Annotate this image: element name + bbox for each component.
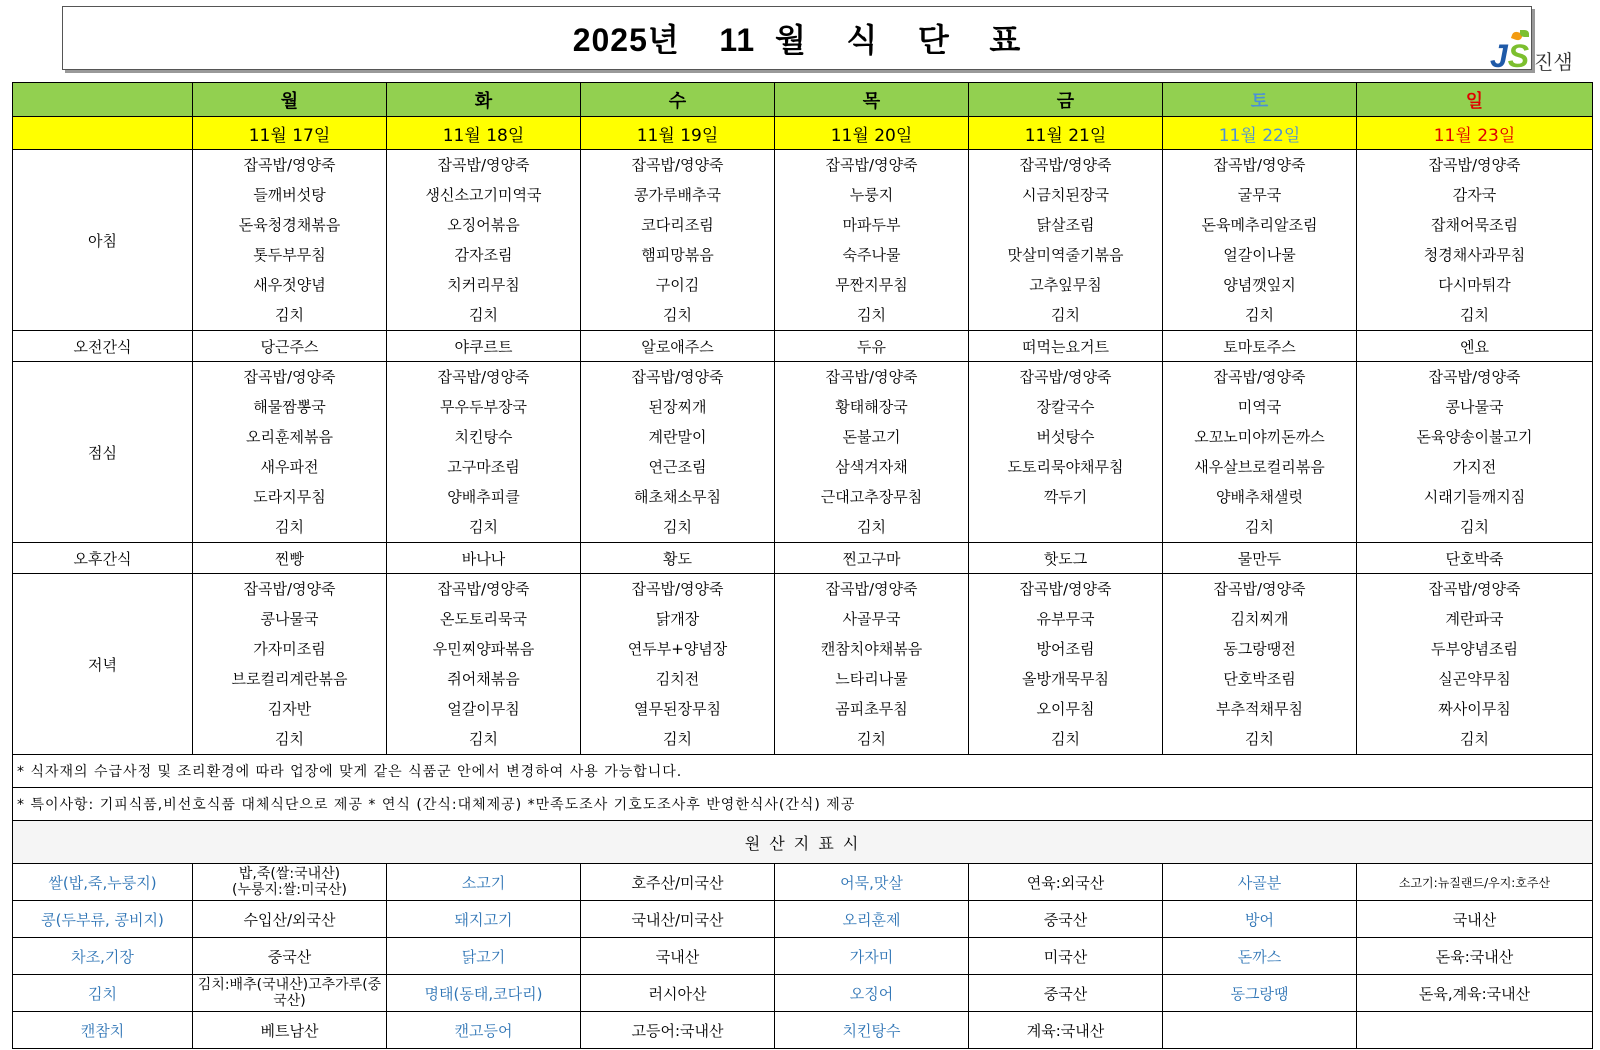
meal-label: 점심 [13, 362, 193, 543]
menu-item: 근대고추장무침 [820, 488, 923, 506]
menu-item: 동그랑땡전 [1223, 640, 1296, 658]
menu-item: 곰피초무침 [835, 700, 908, 718]
origin-value: 호주산/미국산 [581, 864, 775, 901]
menu-item: 김치 [1051, 730, 1080, 748]
day-sat: 토 [1163, 83, 1357, 117]
menu-item: 된장찌개 [648, 398, 707, 416]
menu-item: 새우살브로컬리볶음 [1194, 458, 1325, 476]
origin-item [1163, 1012, 1357, 1049]
menu-item: 돈육양송이불고기 [1416, 428, 1533, 446]
menu-cell [1357, 362, 1593, 543]
menu-item: 부추적채무침 [1216, 700, 1303, 718]
menu-item: 돈불고기 [842, 428, 901, 446]
menu-item: 삼색겨자채 [835, 458, 908, 476]
origin-item: 소고기 [387, 864, 581, 901]
origin-item: 어묵,맛살 [775, 864, 969, 901]
menu-item: 양배추피클 [447, 488, 520, 506]
origin-item: 치킨탕수 [775, 1012, 969, 1049]
origin-value: 돈육:국내산 [1357, 938, 1593, 975]
origin-item: 캔참치 [13, 1012, 193, 1049]
menu-item: 잡곡밥/영양죽 [1213, 156, 1306, 174]
day-thu: 목 [775, 83, 969, 117]
menu-item: 숙주나물 [842, 246, 901, 264]
menu-item: 닭살조림 [1036, 216, 1095, 234]
snack-item: 찐고구마 [775, 543, 969, 574]
origin-item: 동그랑땡 [1163, 975, 1357, 1012]
origin-value: 중국산 [193, 938, 387, 975]
menu-item: 콩가루배추국 [634, 186, 721, 204]
menu-item: 시래기들깨지짐 [1423, 488, 1526, 506]
logo-mark: JS [1490, 38, 1530, 74]
menu-item: 잡곡밥/영양죽 [825, 580, 918, 598]
menu-item: 김치 [469, 306, 498, 324]
menu-item: 닭개장 [655, 610, 700, 628]
menu-item: 브로컬리계란볶음 [231, 670, 348, 688]
origin-item: 닭고기 [387, 938, 581, 975]
menu-cell [1357, 574, 1593, 755]
menu-item: 코다리조림 [641, 216, 714, 234]
menu-cell [969, 362, 1163, 543]
menu-cell [387, 150, 581, 331]
menu-cell [387, 574, 581, 755]
menu-item: 쥐어채볶음 [447, 670, 520, 688]
menu-item: 깍두기 [1043, 488, 1088, 506]
menu-item: 유부무국 [1036, 610, 1095, 628]
origin-value: 수입산/외국산 [193, 901, 387, 938]
origin-item: 오리훈제 [775, 901, 969, 938]
date-wed: 11월 19일 [581, 117, 775, 150]
menu-item: 잡곡밥/영양죽 [631, 368, 724, 386]
day-sun: 일 [1357, 83, 1593, 117]
menu-item: 캔참치야채볶음 [820, 640, 923, 658]
origin-item: 가자미 [775, 938, 969, 975]
origin-value: 연육:외국산 [969, 864, 1163, 901]
menu-item: 굴무국 [1237, 186, 1282, 204]
origin-value: 소고기:뉴질랜드/우지:호주산 [1357, 864, 1593, 901]
menu-cell [969, 150, 1163, 331]
menu-item: 김치 [469, 730, 498, 748]
menu-item: 우민찌양파볶음 [432, 640, 535, 658]
menu-item: 김치 [1460, 306, 1489, 324]
origin-row [13, 901, 1593, 938]
origin-item: 캔고등어 [387, 1012, 581, 1049]
menu-item: 양배추채샐럿 [1216, 488, 1303, 506]
menu-item: 얼갈이나물 [1223, 246, 1296, 264]
origin-item: 명태(동태,코다리) [387, 975, 581, 1012]
menu-item: 시금치된장국 [1022, 186, 1109, 204]
menu-cell [1163, 574, 1357, 755]
menu-item: 잡곡밥/영양죽 [1213, 368, 1306, 386]
corner-cell [13, 117, 193, 150]
menu-item: 양념깻잎지 [1223, 276, 1296, 294]
snack-item: 두유 [775, 331, 969, 362]
menu-cell [387, 362, 581, 543]
menu-item: 황태해장국 [835, 398, 908, 416]
origin-item: 돼지고기 [387, 901, 581, 938]
menu-cell [775, 150, 969, 331]
origin-value: 고등어:국내산 [581, 1012, 775, 1049]
snack-item: 엔요 [1357, 331, 1593, 362]
menu-item: 김치 [469, 518, 498, 536]
meal-label: 아침 [13, 150, 193, 331]
origin-title: 원 산 지 표 시 [13, 821, 1593, 864]
menu-item: 잡곡밥/영양죽 [1428, 580, 1521, 598]
menu-item: 미역국 [1237, 398, 1282, 416]
menu-item: 톳두부무침 [253, 246, 326, 264]
day-header-row [13, 83, 1593, 117]
menu-cell [193, 362, 387, 543]
menu-item: 두부양념조림 [1431, 640, 1518, 658]
menu-table [12, 82, 1593, 1049]
menu-item: 김치 [1460, 730, 1489, 748]
menu-item: 돈육메추리알조림 [1201, 216, 1318, 234]
page-title: 2025년 11 월 식 단 표 [62, 6, 1532, 70]
origin-value: 국내산 [1357, 901, 1593, 938]
note-row [13, 755, 1593, 788]
menu-item: 치킨탕수 [454, 428, 513, 446]
brand-logo [1490, 36, 1600, 76]
snack-item: 황도 [581, 543, 775, 574]
menu-item: 잡곡밥/영양죽 [631, 580, 724, 598]
menu-item: 들깨버섯탕 [253, 186, 326, 204]
menu-item: 김치 [275, 730, 304, 748]
menu-item: 가지전 [1452, 458, 1497, 476]
menu-item: 고구마조림 [447, 458, 520, 476]
origin-item: 쌀(밥,죽,누룽지) [13, 864, 193, 901]
menu-item: 사골무국 [842, 610, 901, 628]
snack-item: 떠먹는요거트 [969, 331, 1163, 362]
menu-item: 방어조림 [1036, 640, 1095, 658]
menu-item: 연두부+양념장 [627, 640, 728, 658]
origin-value: 김치:배추(국내산)고추가루(중국산) [193, 975, 387, 1012]
origin-item: 오징어 [775, 975, 969, 1012]
menu-item: 김치전 [655, 670, 700, 688]
menu-item: 김치 [857, 518, 886, 536]
snack-item: 찐빵 [193, 543, 387, 574]
menu-item: 해물짬뽕국 [253, 398, 326, 416]
origin-value: 중국산 [969, 975, 1163, 1012]
snack-item: 야쿠르트 [387, 331, 581, 362]
day-fri: 금 [969, 83, 1163, 117]
origin-value: 국내산/미국산 [581, 901, 775, 938]
date-sun: 11월 23일 [1357, 117, 1593, 150]
origin-item: 방어 [1163, 901, 1357, 938]
meal-row-dinner [13, 574, 1593, 755]
menu-item: 잡곡밥/영양죽 [1019, 368, 1112, 386]
menu-item: 맛살미역줄기볶음 [1007, 246, 1124, 264]
logo-leaf-icon [1520, 30, 1529, 37]
origin-item: 김치 [13, 975, 193, 1012]
snack-item: 알로애주스 [581, 331, 775, 362]
snack-item: 토마토주스 [1163, 331, 1357, 362]
origin-row [13, 864, 1593, 901]
menu-cell [193, 150, 387, 331]
menu-item: 새우젓양념 [253, 276, 326, 294]
menu-item: 버섯탕수 [1036, 428, 1095, 446]
menu-item: 콩나물국 [1445, 398, 1504, 416]
menu-item: 오꼬노미야끼돈까스 [1194, 428, 1325, 446]
menu-item: 김치 [663, 518, 692, 536]
origin-value: 밥,죽(쌀:국내산) (누룽지:쌀:미국산) [193, 864, 387, 901]
menu-item: 실곤약무침 [1438, 670, 1511, 688]
origin-value: 중국산 [969, 901, 1163, 938]
menu-item: 해초채소무침 [634, 488, 721, 506]
meal-label: 오전간식 [13, 331, 193, 362]
menu-item: 잡곡밥/영양죽 [1428, 368, 1521, 386]
menu-item: 김치 [1245, 518, 1274, 536]
menu-item: 올방개묵무침 [1022, 670, 1109, 688]
menu-item: 김치 [857, 306, 886, 324]
menu-item: 치커리무침 [447, 276, 520, 294]
snack-item: 바나나 [387, 543, 581, 574]
menu-item: 잡곡밥/영양죽 [437, 368, 530, 386]
menu-item: 열무된장무침 [634, 700, 721, 718]
snack-item: 당근주스 [193, 331, 387, 362]
origin-item: 콩(두부류, 콩비지) [13, 901, 193, 938]
menu-item: 김치 [1245, 730, 1274, 748]
menu-cell [193, 574, 387, 755]
note-text: * 식자재의 수급사정 및 조리환경에 따라 업장에 맞게 같은 식품군 안에서 변경하여 사용 가능합니다. [13, 755, 1593, 788]
menu-item: 감자국 [1452, 186, 1497, 204]
origin-row [13, 975, 1593, 1012]
origin-value: 미국산 [969, 938, 1163, 975]
menu-item: 도라지무침 [253, 488, 326, 506]
menu-item: 얼갈이무침 [447, 700, 520, 718]
note-text: * 특이사항: 기피식품,비선호식품 대체식단으로 제공 * 연식 (간식:대체제공) *만족도조사 기호도조사후 반영한식사(간식) 제공 [13, 788, 1593, 821]
menu-item: 고추잎무침 [1029, 276, 1102, 294]
menu-item: 다시마튀각 [1438, 276, 1511, 294]
menu-item: 잡곡밥/영양죽 [631, 156, 724, 174]
origin-value: 러시아산 [581, 975, 775, 1012]
menu-cell [775, 574, 969, 755]
menu-item: 계란말이 [648, 428, 707, 446]
menu-item: 오리훈제볶음 [246, 428, 333, 446]
origin-row [13, 938, 1593, 975]
date-fri: 11월 21일 [969, 117, 1163, 150]
menu-item: 장칼국수 [1036, 398, 1095, 416]
menu-cell [775, 362, 969, 543]
menu-item: 단호박조림 [1223, 670, 1296, 688]
menu-item: 잡곡밥/영양죽 [1019, 580, 1112, 598]
menu-item: 콩나물국 [260, 610, 319, 628]
menu-item: 김치 [1051, 306, 1080, 324]
origin-value [1357, 1012, 1593, 1049]
logo-text: 진샘 [1534, 50, 1573, 74]
menu-item: 김자반 [267, 700, 312, 718]
origin-item: 사골분 [1163, 864, 1357, 901]
origin-item: 차조,기장 [13, 938, 193, 975]
origin-value: 국내산 [581, 938, 775, 975]
snack-item: 단호박죽 [1357, 543, 1593, 574]
menu-item: 무우두부장국 [440, 398, 527, 416]
menu-item: 온도토리묵국 [440, 610, 527, 628]
menu-item: 누룽지 [849, 186, 894, 204]
date-sat: 11월 22일 [1163, 117, 1357, 150]
menu-item: 잡곡밥/영양죽 [437, 156, 530, 174]
menu-item: 오징어볶음 [447, 216, 520, 234]
menu-cell [581, 362, 775, 543]
corner-cell [13, 83, 193, 117]
origin-row [13, 1012, 1593, 1049]
origin-title-row [13, 821, 1593, 864]
menu-item: 잡곡밥/영양죽 [243, 580, 336, 598]
menu-item: 연근조림 [648, 458, 707, 476]
menu-item: 오이무침 [1036, 700, 1095, 718]
menu-item: 잡채어묵조림 [1431, 216, 1518, 234]
menu-item: 잡곡밥/영양죽 [825, 368, 918, 386]
snack-row-am_snack [13, 331, 1593, 362]
menu-item: 김치 [1245, 306, 1274, 324]
menu-item: 계란파국 [1445, 610, 1504, 628]
menu-item: 도토리묵야채무침 [1007, 458, 1124, 476]
menu-item: 가자미조림 [253, 640, 326, 658]
date-mon: 11월 17일 [193, 117, 387, 150]
menu-item: 잡곡밥/영양죽 [437, 580, 530, 598]
origin-value: 계육:국내산 [969, 1012, 1163, 1049]
menu-item: 돈육청경채볶음 [238, 216, 341, 234]
menu-item: 김치 [275, 518, 304, 536]
menu-item: 잡곡밥/영양죽 [1213, 580, 1306, 598]
day-mon: 월 [193, 83, 387, 117]
date-thu: 11월 20일 [775, 117, 969, 150]
meal-label: 오후간식 [13, 543, 193, 574]
origin-item: 돈까스 [1163, 938, 1357, 975]
menu-item: 김치 [857, 730, 886, 748]
origin-value: 돈육,계육:국내산 [1357, 975, 1593, 1012]
menu-item: 마파두부 [842, 216, 901, 234]
menu-cell [1163, 150, 1357, 331]
menu-item: 잡곡밥/영양죽 [243, 368, 336, 386]
menu-cell [581, 574, 775, 755]
origin-value: 베트남산 [193, 1012, 387, 1049]
snack-item: 물만두 [1163, 543, 1357, 574]
menu-item: 잡곡밥/영양죽 [825, 156, 918, 174]
menu-cell [1357, 150, 1593, 331]
menu-item: 느타리나물 [835, 670, 908, 688]
note-row [13, 788, 1593, 821]
menu-item: 김치 [663, 306, 692, 324]
day-wed: 수 [581, 83, 775, 117]
menu-item: 구이김 [655, 276, 700, 294]
menu-cell [581, 150, 775, 331]
meal-row-breakfast [13, 150, 1593, 331]
menu-item: 무짠지무침 [835, 276, 908, 294]
snack-item: 핫도그 [969, 543, 1163, 574]
day-tue: 화 [387, 83, 581, 117]
menu-item: 김치찌개 [1230, 610, 1289, 628]
menu-item: 잡곡밥/영양죽 [243, 156, 336, 174]
menu-item: 짜사이무침 [1438, 700, 1511, 718]
meal-label: 저녁 [13, 574, 193, 755]
menu-item [969, 512, 1162, 542]
menu-item: 잡곡밥/영양죽 [1428, 156, 1521, 174]
meal-row-lunch [13, 362, 1593, 543]
date-tue: 11월 18일 [387, 117, 581, 150]
menu-cell [1163, 362, 1357, 543]
menu-item: 잡곡밥/영양죽 [1019, 156, 1112, 174]
menu-item: 햄피망볶음 [641, 246, 714, 264]
menu-item: 김치 [663, 730, 692, 748]
date-row [13, 117, 1593, 150]
menu-cell [969, 574, 1163, 755]
menu-item: 감자조림 [454, 246, 513, 264]
menu-item: 새우파전 [260, 458, 319, 476]
menu-item: 청경채사과무침 [1423, 246, 1526, 264]
menu-item: 생신소고기미역국 [425, 186, 542, 204]
menu-item: 김치 [275, 306, 304, 324]
menu-item: 김치 [1460, 518, 1489, 536]
snack-row-pm_snack [13, 543, 1593, 574]
